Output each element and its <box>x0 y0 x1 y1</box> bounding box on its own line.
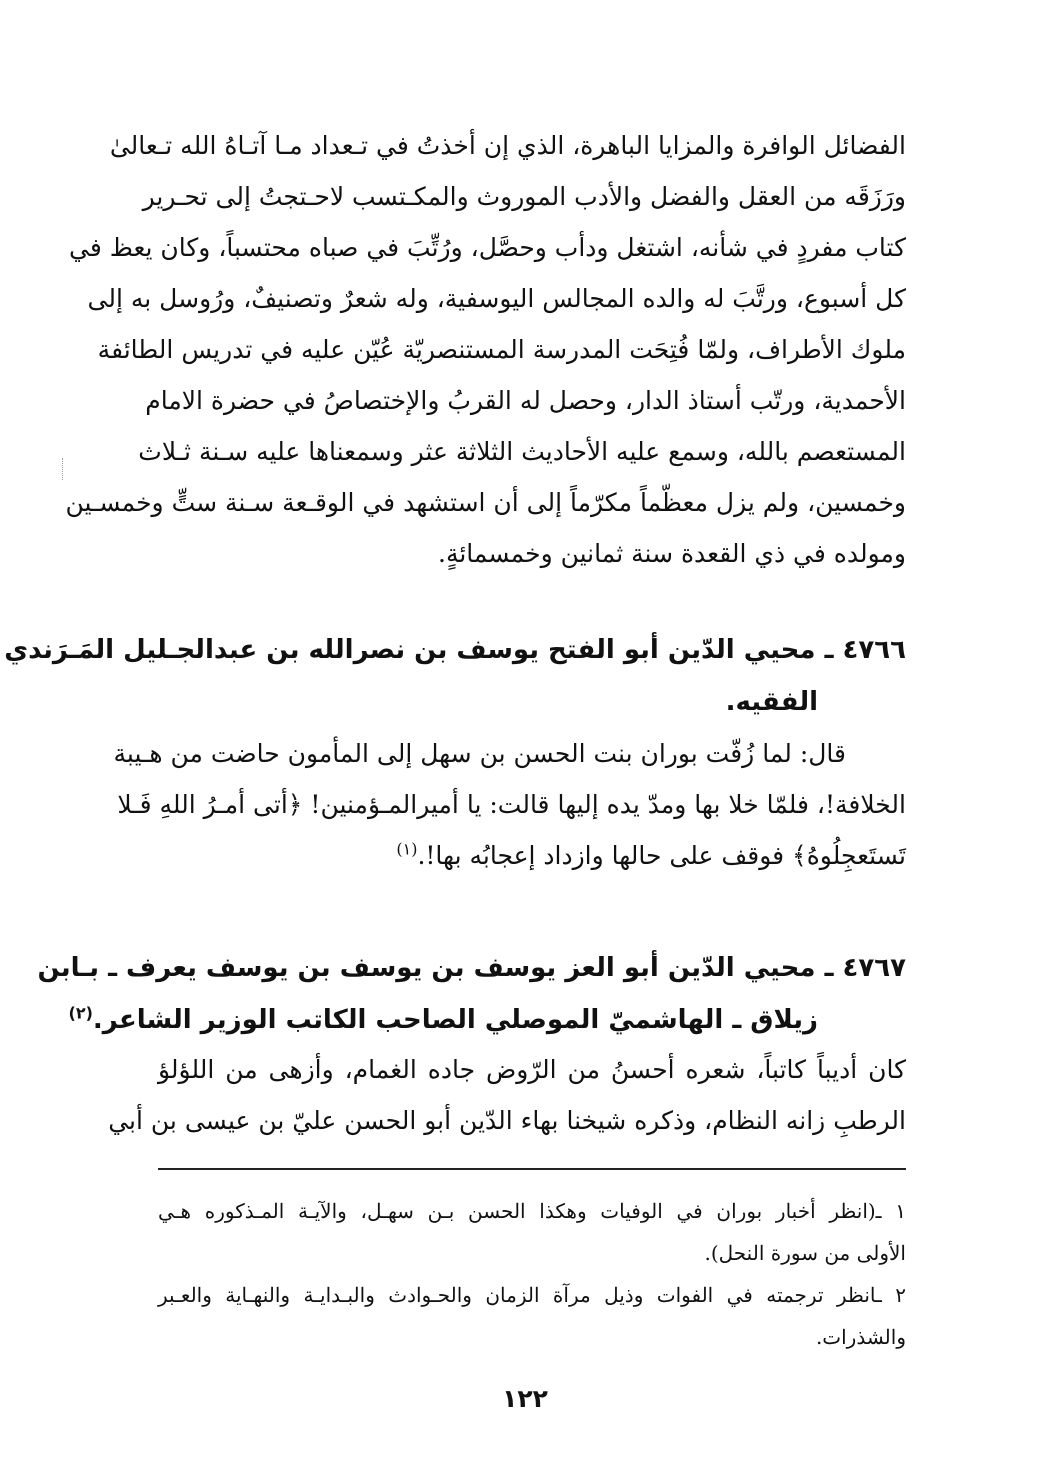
footnote-line: ١ ـ(انظر أخبار بوران في الوفيات وهكذا الحسن بـن سهـل، والآيـة المـذكوره هـي <box>158 1199 906 1223</box>
entry-body-4767 <box>108 1044 906 1146</box>
text-line: ورَزَقَه من العقل والفضل والأدب الموروث والمكـتسب لاحـتجتُ إلى تحـرير <box>142 182 906 211</box>
text-line: كان أديباً كاتباً، شعره أحسنُ من الرّوض جاده الغمام، وأزهى من اللؤلؤ <box>158 1055 906 1084</box>
entry-body-4766 <box>113 728 906 881</box>
title-line: زيلاق ـ الهاشميّ الموصلي الصاحب الكاتب الوزير الشاعر. <box>92 1005 818 1035</box>
entry-title-4766 <box>4 624 906 728</box>
text-line-with-footnote <box>158 830 906 881</box>
footnotes <box>158 1190 906 1358</box>
title-line: ٤٧٦٧ ـ محيي الدّين أبو العز يوسف بن يوسف بن يوسف يعرف ـ بـابن <box>37 953 906 983</box>
text-line: الخلافة!، فلمّا خلا بها ومدّ يده إليها قالت: يا أميرالمـؤمنين! ﴿أتى أمـرُ اللهِ فَـلا <box>117 790 906 819</box>
text-line: كتاب مفردٍ في شأنه، اشتغل ودأب وحصَّل، ورُتِّبَ في صباه محتسباً، وكان يعظ في <box>69 233 906 262</box>
text-line: ملوك الأطراف، ولمّا فُتِحَت المدرسة المستنصريّة عُيّن عليه في تدريس الطائفة <box>97 335 906 364</box>
text-line: المستعصم بالله، وسمع عليه الأحاديث الثلاثة عثر وسمعناها عليه سـنة ثـلاث <box>138 437 906 466</box>
title-line: ٤٧٦٦ ـ محيي الدّين أبو الفتح يوسف بن نصرالله بن عبدالجـليل المَـرَندي <box>4 635 906 665</box>
text-line: ومولده في ذي القعدة سنة ثمانين وخمسمائةٍ. <box>438 539 906 568</box>
text-line: قال: لما زُفّت بوران بنت الحسن بن سهل إلى المأمون حاضت من هـيبة <box>113 739 846 768</box>
footnote-line: والشذرات. <box>815 1325 906 1349</box>
text-line: تَستَعجِلُوهُ﴾ فوقف على حالها وازداد إعجابُه بها!. <box>417 841 906 870</box>
text-line: الرطبِ زانه النظام، وذكره شيخنا بهاء الدّين أبو الحسن عليّ بن عيسى بن أبي <box>108 1106 906 1135</box>
footnote-separator <box>158 1168 906 1170</box>
text-line: الفضائل الوافرة والمزايا الباهرة، الذي إن أخذتُ في تـعداد مـا آتـاهُ الله تـعالىٰ <box>109 131 906 160</box>
footnote-reference: (٢) <box>68 1003 93 1023</box>
continuation-paragraph <box>65 120 906 579</box>
text-line: كل أسبوع، ورتَّبَ له والده المجالس اليوسفية، وله شعرٌ وتصنيفٌ، ورُوسل به إلى <box>87 284 906 313</box>
footnote-reference: (١) <box>396 839 418 859</box>
title-line: الفقيه. <box>725 687 818 717</box>
text-line: الأحمدية، ورتّب أستاذ الدار، وحصل له القربُ والإختصاصُ في حضرة الامام <box>145 386 906 415</box>
footnote-line: الأولى من سورة النحل). <box>704 1241 906 1265</box>
entry-title-4767 <box>37 942 906 1046</box>
text-line: وخمسين، ولم يزل معظّماً مكرّماً إلى أن استشهد في الوقـعة سـنة ستٍّ وخمسـين <box>65 488 906 517</box>
footnote-line: ٢ ـانظر ترجمته في الفوات وذيل مرآة الزمان والحـوادث والبـدايـة والنهـاية والعـبر <box>158 1283 906 1307</box>
page-number: ١٢٢ <box>502 1384 548 1413</box>
title-line-with-footnote <box>68 994 906 1046</box>
